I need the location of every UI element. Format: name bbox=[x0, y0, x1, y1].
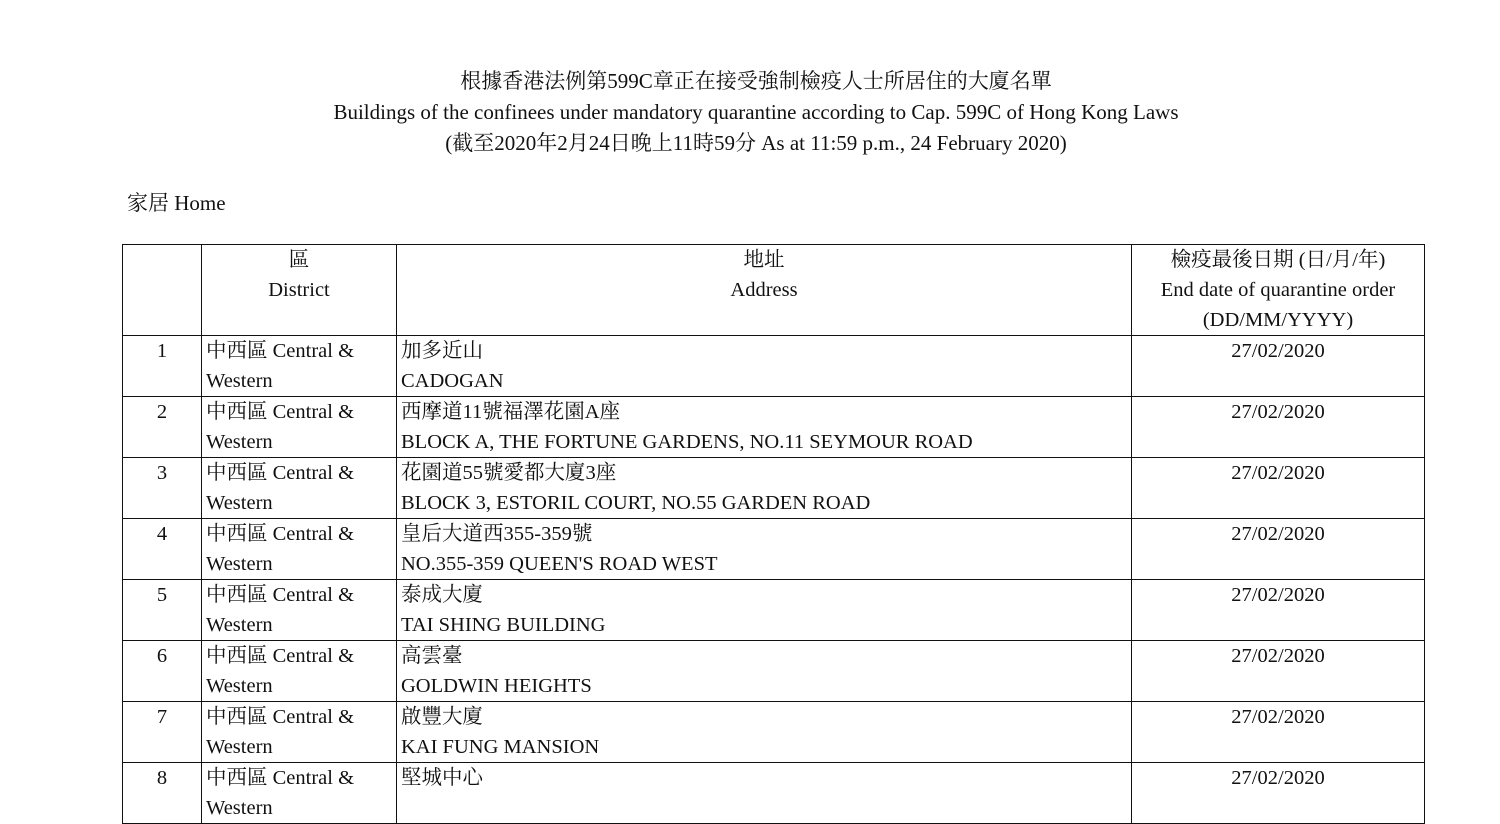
address-english: CADOGAN bbox=[401, 370, 504, 392]
row-address bbox=[397, 519, 1132, 580]
header-date-en: End date of quarantine order bbox=[1160, 279, 1396, 301]
row-district bbox=[202, 580, 397, 641]
document-title bbox=[0, 66, 1500, 159]
table-row bbox=[123, 336, 1425, 397]
header-end-date-cell bbox=[1132, 245, 1425, 336]
table-header-row bbox=[123, 245, 1425, 336]
row-end-date: 27/02/2020 bbox=[1132, 580, 1425, 641]
row-end-date: 27/02/2020 bbox=[1132, 519, 1425, 580]
address-chinese: 西摩道11號福澤花園A座 bbox=[401, 401, 621, 423]
row-address bbox=[397, 458, 1132, 519]
address-chinese: 花園道55號愛都大廈3座 bbox=[401, 462, 617, 484]
row-district bbox=[202, 519, 397, 580]
header-index-cell bbox=[123, 245, 202, 336]
table-row bbox=[123, 580, 1425, 641]
district-text: 中西區 Central & Western bbox=[206, 767, 355, 819]
district-text: 中西區 Central & Western bbox=[206, 523, 355, 575]
row-district bbox=[202, 458, 397, 519]
row-address bbox=[397, 702, 1132, 763]
row-district bbox=[202, 763, 397, 824]
row-district bbox=[202, 641, 397, 702]
row-end-date: 27/02/2020 bbox=[1132, 336, 1425, 397]
header-address-en: Address bbox=[730, 279, 798, 301]
row-end-date: 27/02/2020 bbox=[1132, 397, 1425, 458]
row-end-date: 27/02/2020 bbox=[1132, 702, 1425, 763]
address-chinese: 泰成大廈 bbox=[401, 584, 483, 606]
district-text: 中西區 Central & Western bbox=[206, 401, 355, 453]
district-text: 中西區 Central & Western bbox=[206, 340, 355, 392]
address-chinese: 堅城中心 bbox=[401, 767, 483, 789]
row-index: 4 bbox=[123, 519, 202, 580]
row-district bbox=[202, 702, 397, 763]
address-chinese: 加多近山 bbox=[401, 340, 483, 362]
address-english: BLOCK A, THE FORTUNE GARDENS, NO.11 SEYMOUR ROAD bbox=[401, 431, 973, 453]
row-address bbox=[397, 397, 1132, 458]
title-english: Buildings of the confinees under mandatory quarantine according to Cap. 599C of Hong Kong Laws bbox=[333, 100, 1179, 124]
row-index: 8 bbox=[123, 763, 202, 824]
row-end-date: 27/02/2020 bbox=[1132, 641, 1425, 702]
row-index: 6 bbox=[123, 641, 202, 702]
district-text: 中西區 Central & Western bbox=[206, 706, 355, 758]
header-district-cell bbox=[202, 245, 397, 336]
address-english: KAI FUNG MANSION bbox=[401, 736, 600, 758]
row-district bbox=[202, 336, 397, 397]
header-address-cell bbox=[397, 245, 1132, 336]
address-english: GOLDWIN HEIGHTS bbox=[401, 675, 592, 697]
row-end-date: 27/02/2020 bbox=[1132, 458, 1425, 519]
address-chinese: 高雲臺 bbox=[401, 645, 463, 667]
address-english: NO.355-359 QUEEN'S ROAD WEST bbox=[401, 553, 718, 575]
table-row bbox=[123, 702, 1425, 763]
row-address bbox=[397, 580, 1132, 641]
row-index: 3 bbox=[123, 458, 202, 519]
header-address-zh: 地址 bbox=[743, 249, 785, 271]
address-chinese: 皇后大道西355-359號 bbox=[401, 523, 593, 545]
table-row bbox=[123, 763, 1425, 824]
district-text: 中西區 Central & Western bbox=[206, 462, 355, 514]
row-address bbox=[397, 641, 1132, 702]
as-at-date: (截至2020年2月24日晚上11時59分 As at 11:59 p.m., 24 February 2020) bbox=[445, 131, 1067, 155]
row-address bbox=[397, 336, 1132, 397]
table-row bbox=[123, 641, 1425, 702]
row-index: 5 bbox=[123, 580, 202, 641]
section-label: 家居 Home bbox=[127, 191, 226, 215]
table-row bbox=[123, 519, 1425, 580]
row-index: 2 bbox=[123, 397, 202, 458]
row-index: 7 bbox=[123, 702, 202, 763]
row-end-date: 27/02/2020 bbox=[1132, 763, 1425, 824]
row-district bbox=[202, 397, 397, 458]
row-address bbox=[397, 763, 1132, 824]
header-district-zh: 區 bbox=[288, 249, 310, 271]
address-english: BLOCK 3, ESTORIL COURT, NO.55 GARDEN ROAD bbox=[401, 492, 871, 514]
address-english: TAI SHING BUILDING bbox=[401, 614, 606, 636]
header-district-en: District bbox=[268, 279, 330, 301]
district-text: 中西區 Central & Western bbox=[206, 584, 355, 636]
header-date-zh: 檢疫最後日期 (日/月/年) bbox=[1170, 249, 1386, 271]
header-date-format: (DD/MM/YYYY) bbox=[1202, 309, 1354, 331]
buildings-table bbox=[122, 244, 1425, 824]
table-row bbox=[123, 458, 1425, 519]
district-text: 中西區 Central & Western bbox=[206, 645, 355, 697]
title-chinese: 根據香港法例第599C章正在接受強制檢疫人士所居住的大廈名單 bbox=[460, 69, 1052, 93]
row-index: 1 bbox=[123, 336, 202, 397]
address-chinese: 啟豐大廈 bbox=[401, 706, 483, 728]
table-row bbox=[123, 397, 1425, 458]
